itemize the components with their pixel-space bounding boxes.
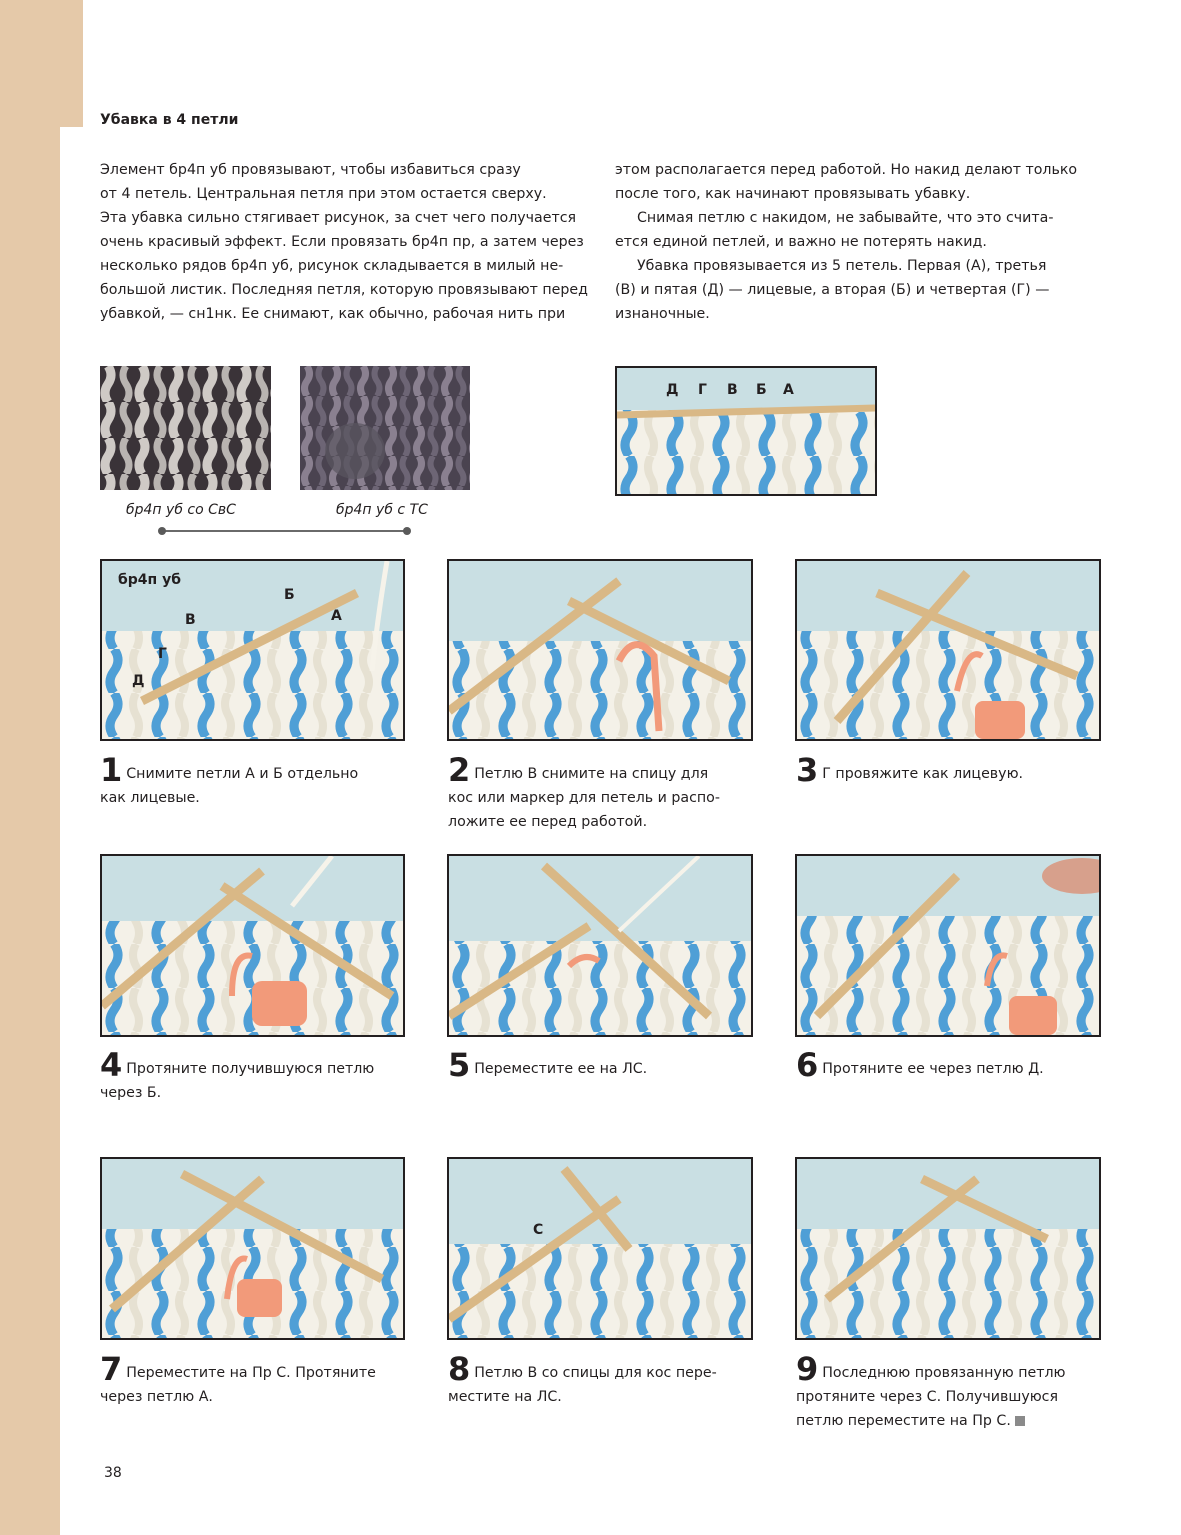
step-number: 6 xyxy=(796,1046,819,1084)
step-photo-7 xyxy=(100,1157,405,1340)
step-caption-1 xyxy=(100,751,420,810)
step-caption-9 xyxy=(796,1350,1126,1433)
page-number: 38 xyxy=(104,1465,122,1481)
text-line: большой листик. Последняя петля, которую провязывают перед xyxy=(100,282,588,298)
step-text-line2: через петлю А. xyxy=(100,1389,213,1405)
swatch-caption-left: бр4п уб со СвС xyxy=(126,502,236,518)
step-photo-3 xyxy=(795,559,1101,741)
text-line: убавкой, — сн1нк. Ее снимают, как обычно, рабочая нить при xyxy=(100,306,566,322)
step-number: 3 xyxy=(796,751,819,789)
step-number: 9 xyxy=(796,1350,819,1388)
step-caption-6 xyxy=(796,1046,1116,1084)
step-text-line3: ложите ее перед работой. xyxy=(448,814,648,830)
text-line: от 4 петель. Центральная петля при этом остается сверху. xyxy=(100,186,547,202)
text-line: изнаночные. xyxy=(615,306,710,322)
step-caption-2 xyxy=(448,751,768,834)
diagram-letter-d: Д xyxy=(666,382,679,398)
step-caption-7 xyxy=(100,1350,420,1409)
step-text-line2: протяните через С. Получившуюся xyxy=(796,1389,1059,1405)
end-square-icon xyxy=(1015,1416,1025,1426)
step-caption-8 xyxy=(448,1350,768,1409)
step-caption-3 xyxy=(796,751,1116,789)
text-line: очень красивый эффект. Если провязать бр4п пр, а затем через xyxy=(100,234,584,250)
step-photo-6 xyxy=(795,854,1101,1037)
step1-letter-d: Д xyxy=(132,673,145,689)
step-caption-4 xyxy=(100,1046,420,1105)
intro-column-left xyxy=(100,158,590,326)
divider-dot-right xyxy=(403,527,411,535)
step-number: 2 xyxy=(448,751,471,789)
stitch-diagram-photo xyxy=(615,366,877,496)
text-line: ется единой петлей, и важно не потерять накид. xyxy=(615,234,987,250)
diagram-letter-g: Г xyxy=(698,382,707,398)
side-color-band xyxy=(0,0,60,1535)
step-text-line1: Г провяжите как лицевую. xyxy=(822,766,1024,782)
step-photo-9 xyxy=(795,1157,1101,1340)
step-caption-5 xyxy=(448,1046,768,1084)
step8-letter-s: С xyxy=(533,1222,544,1238)
step-number: 8 xyxy=(448,1350,471,1388)
step-text-line1: Протяните ее через петлю Д. xyxy=(822,1061,1044,1077)
step-text-line1: Снимите петли А и Б отдельно xyxy=(126,766,359,782)
section-heading: Убавка в 4 петли xyxy=(100,112,239,128)
diagram-letter-a: А xyxy=(783,382,794,398)
step-number: 4 xyxy=(100,1046,123,1084)
step-photo-4 xyxy=(100,854,405,1037)
step-text-line1: Петлю В снимите на спицу для xyxy=(474,766,709,782)
step-text-line1: Последнюю провязанную петлю xyxy=(822,1365,1066,1381)
swatch-photo-dark xyxy=(300,366,470,490)
diagram-letter-v: В xyxy=(727,382,738,398)
text-line: Элемент бр4п уб провязывают, чтобы избавиться сразу xyxy=(100,162,521,178)
text-line: Убавка провязывается из 5 петель. Первая (А), третья xyxy=(637,258,1047,274)
text-line: несколько рядов бр4п уб, рисунок складывается в милый не- xyxy=(100,258,564,274)
swatch-caption-right: бр4п уб с ТС xyxy=(336,502,428,518)
step1-letter-g: Г xyxy=(158,646,167,662)
text-line: этом располагается перед работой. Но накид делают только xyxy=(615,162,1078,178)
step-text-line2: как лицевые. xyxy=(100,790,200,806)
step1-letter-a: А xyxy=(331,608,342,624)
step-number: 5 xyxy=(448,1046,471,1084)
step-text-line1: Переместите ее на ЛС. xyxy=(474,1061,648,1077)
step-number: 7 xyxy=(100,1350,123,1388)
text-line: Снимая петлю с накидом, не забывайте, что это счита- xyxy=(637,210,1054,226)
step1-title-label: бр4п уб xyxy=(118,572,181,588)
step-text-line1: Переместите на Пр С. Протяните xyxy=(126,1365,376,1381)
step-photo-2 xyxy=(447,559,753,741)
side-color-band-top xyxy=(60,0,83,127)
step-text-line2: кос или маркер для петель и распо- xyxy=(448,790,720,806)
step-text-line3: петлю переместите на Пр С. xyxy=(796,1413,1011,1429)
step-text-line1: Протяните получившуюся петлю xyxy=(126,1061,375,1077)
step-photo-5 xyxy=(447,854,753,1037)
step-text-line2: местите на ЛС. xyxy=(448,1389,562,1405)
step-number: 1 xyxy=(100,751,123,789)
divider-dot-left xyxy=(158,527,166,535)
caption-divider xyxy=(162,530,408,532)
diagram-letter-b: Б xyxy=(756,382,767,398)
text-line: (В) и пятая (Д) — лицевые, а вторая (Б) и четвертая (Г) — xyxy=(615,282,1050,298)
text-line: Эта убавка сильно стягивает рисунок, за счет чего получается xyxy=(100,210,577,226)
swatch-photo-contrast xyxy=(100,366,271,490)
step-text-line2: через Б. xyxy=(100,1085,162,1101)
text-line: после того, как начинают провязывать убавку. xyxy=(615,186,971,202)
step1-letter-v: В xyxy=(185,612,196,628)
intro-column-right xyxy=(615,158,1100,326)
step-photo-8 xyxy=(447,1157,753,1340)
step1-letter-b: Б xyxy=(284,587,295,603)
step-text-line1: Петлю В со спицы для кос пере- xyxy=(474,1365,717,1381)
